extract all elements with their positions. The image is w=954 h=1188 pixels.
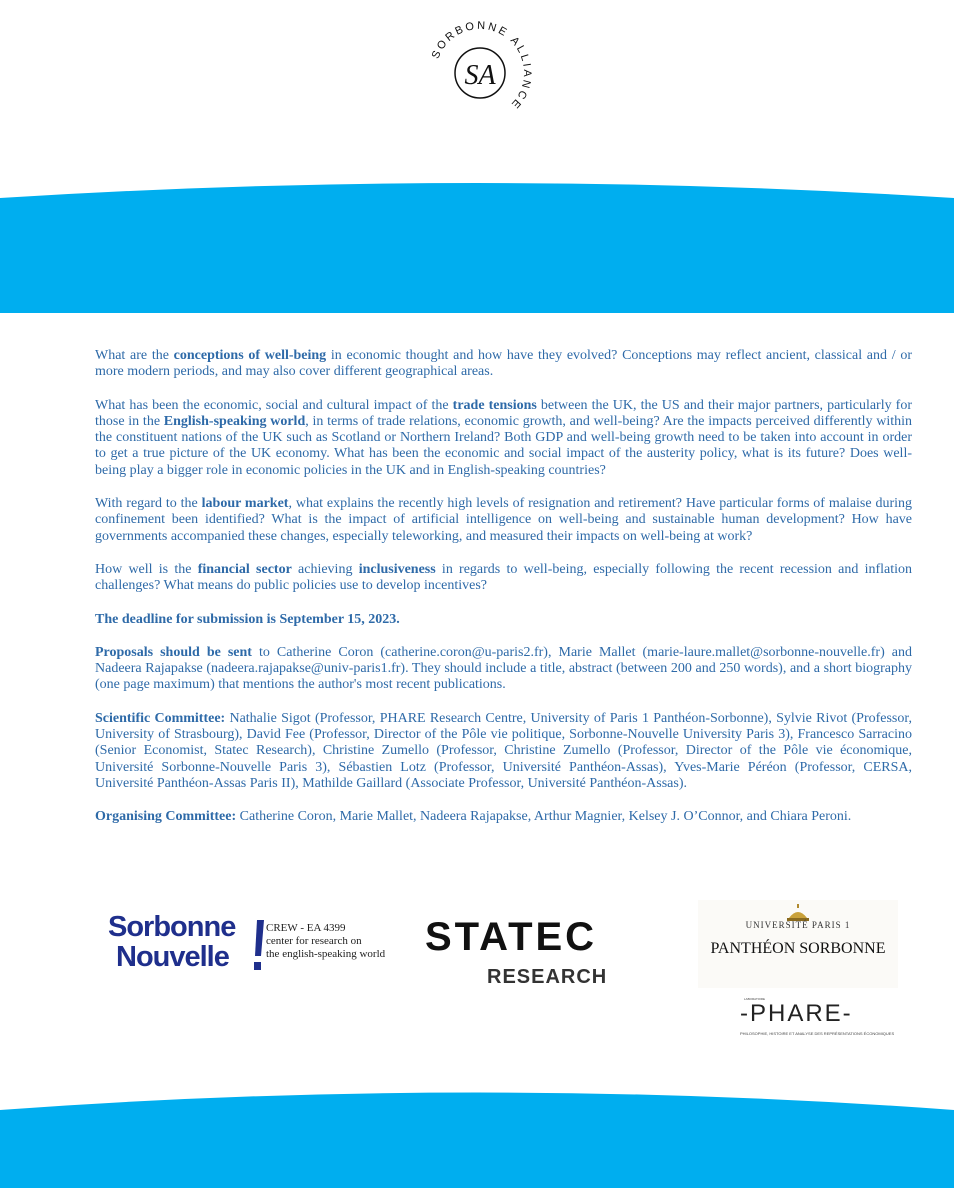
phare-logo: LABORATOIRE -PHARE- PHILOSOPHIE, HISTOIRE ET ANALYSE DES REPRÉSENTATIONS ÉCONOMIQUES xyxy=(740,997,895,1036)
deadline: The deadline for submission is September 15, 2023. xyxy=(95,611,400,627)
sorbonne-nouvelle-logo xyxy=(108,912,398,982)
monogram: SA xyxy=(464,60,496,91)
proposals-paragraph: Proposals should be sent to Catherine Coron (catherine.coron@u-paris2.fr), Marie Mallet (marie-laure.mallet@sorbonne-nouvelle.fr) and Nadeera Rajapakse (nadeera.rajapakse@univ-paris1.fr). They should include a title, abstract (between 200 and 250 words), and a short biography (one page maximum) that mentions the author's most recent publications. xyxy=(95,644,912,693)
paragraph-labour: With regard to the labour market, what explains the recently high levels of resignation and retirement? Have particular forms of malaise during confinement been identified? What is the impact of artificial intelligence on well-being and sustainable human development? How have governments accompanied these changes, especially teleworking, and measured their impacts on well-being at work? xyxy=(95,496,912,544)
bottom-blue-band xyxy=(0,1070,954,1188)
paris1-pantheon-sorbonne-logo: UNIVERSITÉ PARIS 1 PANTHÉON SORBONNE xyxy=(698,900,898,988)
sorbonne-alliance-logo xyxy=(425,18,535,128)
scientific-committee: Scientific Committee: Nathalie Sigot (Professor, PHARE Research Centre, University of Paris 1 Panthéon-Sorbonne), Sylvie Rivot (Professor, University of Strasbourg), David Fee (Professor, Director of the Pôle vie politique, Sorbonne-Nouvelle University Paris 3), Francesco Sarracino (Senior Economist, Statec Research), Christine Zumello (Professor, Christine Zumello (Professor, Director of the Pôle vie économique, Université Sorbonne-Nouvelle Paris 3), Sébastien Lotz (Professor, Université Panthéon-Assas), Yves-Marie Péréon (Professor, CERSA, Université Panthéon-Assas Paris II), Mathilde Gaillard (Associate Professor, Université Panthéon-Assas). xyxy=(95,710,912,791)
statec-research-logo: STATEC RESEARCH xyxy=(425,915,608,988)
paragraph-financial: How well is the financial sector achieving inclusiveness in regards to well-being, especially following the recent recession and inflation challenges? What means do public policies use to develop incentives? xyxy=(95,561,913,594)
paragraph-trade: What has been the economic, social and cultural impact of the trade tensions between the UK, the US and their major partners, particularly for those in the English-speaking world, in terms of trade relations, economic growth, and well-being? Are the impacts perceived differently within the constituent nations of the UK such as Scotland or Northern Ireland? Both GDP and well-being growth need to be taken into account in order to get a true picture of the UK economy. What has been the economic and social impact of the austerity policy, what is its future? Does well-being play a bigger role in economic policies in the UK and in English-speaking countries? xyxy=(95,397,913,478)
crew-caption: CREW - EA 4399 center for research on the english-speaking world xyxy=(266,922,386,960)
sorbonne-word: Sorbonne xyxy=(108,911,236,943)
organising-committee: Organising Committee: Catherine Coron, Marie Mallet, Nadeera Rajapakse, Arthur Magnier, Kelsey J. O’Connor, and Chiara Peroni. xyxy=(95,809,852,825)
svg-text:SORBONNE ALLIANCE: SORBONNE ALLIANCE xyxy=(429,19,534,113)
paragraph-wellbeing: What are the conceptions of well-being in economic thought and how have they evolved? Conceptions may reflect ancient, classical and / or more modern periods, and may also cover different geographical areas. xyxy=(95,348,912,380)
call-for-papers-body xyxy=(95,348,912,843)
sorbonne-nouvelle-mark-icon xyxy=(254,918,264,974)
nouvelle-word: Nouvelle xyxy=(116,941,229,973)
